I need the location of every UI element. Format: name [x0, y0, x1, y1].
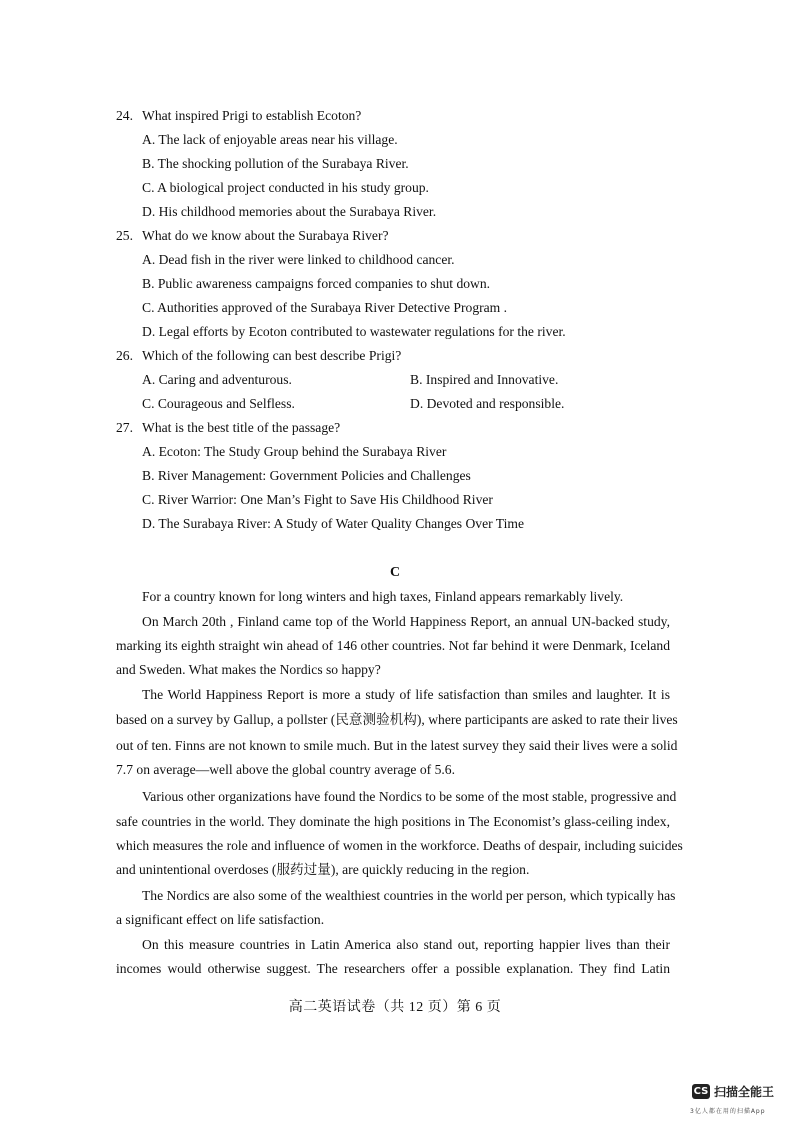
- passage-line: On March 20th , Finland came top of the World Happiness Report, an annual UN-backed study,: [142, 614, 670, 629]
- passage-line: a significant effect on life satisfaction.: [116, 912, 325, 927]
- passage-line: safe countries in the world. They dominate the high positions in The Economist’s glass-ceiling index,: [116, 814, 670, 829]
- question-stem: What do we know about the Surabaya River?: [142, 228, 389, 243]
- passage-line: The Nordics are also some of the wealthiest countries in the world per person, which typically has: [142, 888, 676, 903]
- passage-line: 7.7 on average—well above the global country average of 5.6.: [116, 762, 455, 777]
- question-number: 24.: [116, 108, 133, 123]
- answer-option: C. Courageous and Selfless.: [142, 396, 295, 411]
- question-stem: What inspired Prigi to establish Ecoton?: [142, 108, 362, 123]
- answer-option: D. Legal efforts by Ecoton contributed to wastewater regulations for the river.: [142, 324, 566, 339]
- passage-line: incomes would otherwise suggest. The researchers offer a possible explanation. They find Latin: [116, 961, 670, 976]
- passage-line: based on a survey by Gallup, a pollster (民意测验机构), where participants are asked to rate their lives: [116, 712, 678, 727]
- watermark-tagline: 3亿人都在用的扫描App: [690, 1108, 766, 1115]
- answer-option: C. River Warrior: One Man’s Fight to Save His Childhood River: [142, 492, 493, 507]
- question-stem: What is the best title of the passage?: [142, 420, 341, 435]
- passage-line: For a country known for long winters and high taxes, Finland appears remarkably lively.: [142, 589, 624, 604]
- answer-option: A. Dead fish in the river were linked to childhood cancer.: [142, 252, 455, 267]
- answer-option: C. Authorities approved of the Surabaya River Detective Program .: [142, 300, 508, 315]
- answer-option: A. Caring and adventurous.: [142, 372, 292, 387]
- passage-line: Various other organizations have found the Nordics to be some of the most stable, progressive and: [142, 789, 677, 804]
- answer-option: D. Devoted and responsible.: [410, 396, 565, 411]
- passage-line: which measures the role and influence of women in the workforce. Deaths of despair, including suicides: [116, 838, 683, 853]
- scanner-watermark: [692, 1083, 774, 1100]
- passage-line: On this measure countries in Latin America also stand out, reporting happier lives than their: [142, 937, 670, 952]
- answer-option: C. A biological project conducted in his study group.: [142, 180, 429, 195]
- page-footer: 高二英语试卷（共 12 页）第 6 页: [288, 1000, 502, 1015]
- watermark-brand: 扫描全能王: [714, 1085, 775, 1099]
- passage-line: marking its eighth straight win ahead of 146 other countries. Not far behind it were Denmark, Iceland: [116, 638, 670, 653]
- passage-line: and unintentional overdoses (服药过量), are quickly reducing in the region.: [116, 862, 530, 877]
- question-stem: Which of the following can best describe Prigi?: [142, 348, 402, 363]
- answer-option: B. Inspired and Innovative.: [410, 372, 559, 387]
- question-number: 26.: [116, 348, 133, 363]
- question-number: 25.: [116, 228, 133, 243]
- question-number: 27.: [116, 420, 133, 435]
- answer-option: D. The Surabaya River: A Study of Water Quality Changes Over Time: [142, 516, 525, 531]
- answer-option: A. Ecoton: The Study Group behind the Surabaya River: [142, 444, 447, 459]
- answer-option: B. The shocking pollution of the Surabaya River.: [142, 156, 409, 171]
- passage-line: and Sweden. What makes the Nordics so happy?: [116, 662, 381, 677]
- passage-line: out of ten. Finns are not known to smile much. But in the latest survey they said their lives were a solid: [116, 738, 678, 753]
- section-title: C: [389, 565, 401, 580]
- answer-option: B. Public awareness campaigns forced companies to shut down.: [142, 276, 491, 291]
- answer-option: B. River Management: Government Policies and Challenges: [142, 468, 471, 483]
- answer-option: A. The lack of enjoyable areas near his village.: [142, 132, 398, 147]
- answer-option: D. His childhood memories about the Surabaya River.: [142, 204, 437, 219]
- camscanner-logo-icon: CS: [693, 1086, 709, 1097]
- passage-line: The World Happiness Report is more a study of life satisfaction than smiles and laughter. It is: [142, 687, 670, 702]
